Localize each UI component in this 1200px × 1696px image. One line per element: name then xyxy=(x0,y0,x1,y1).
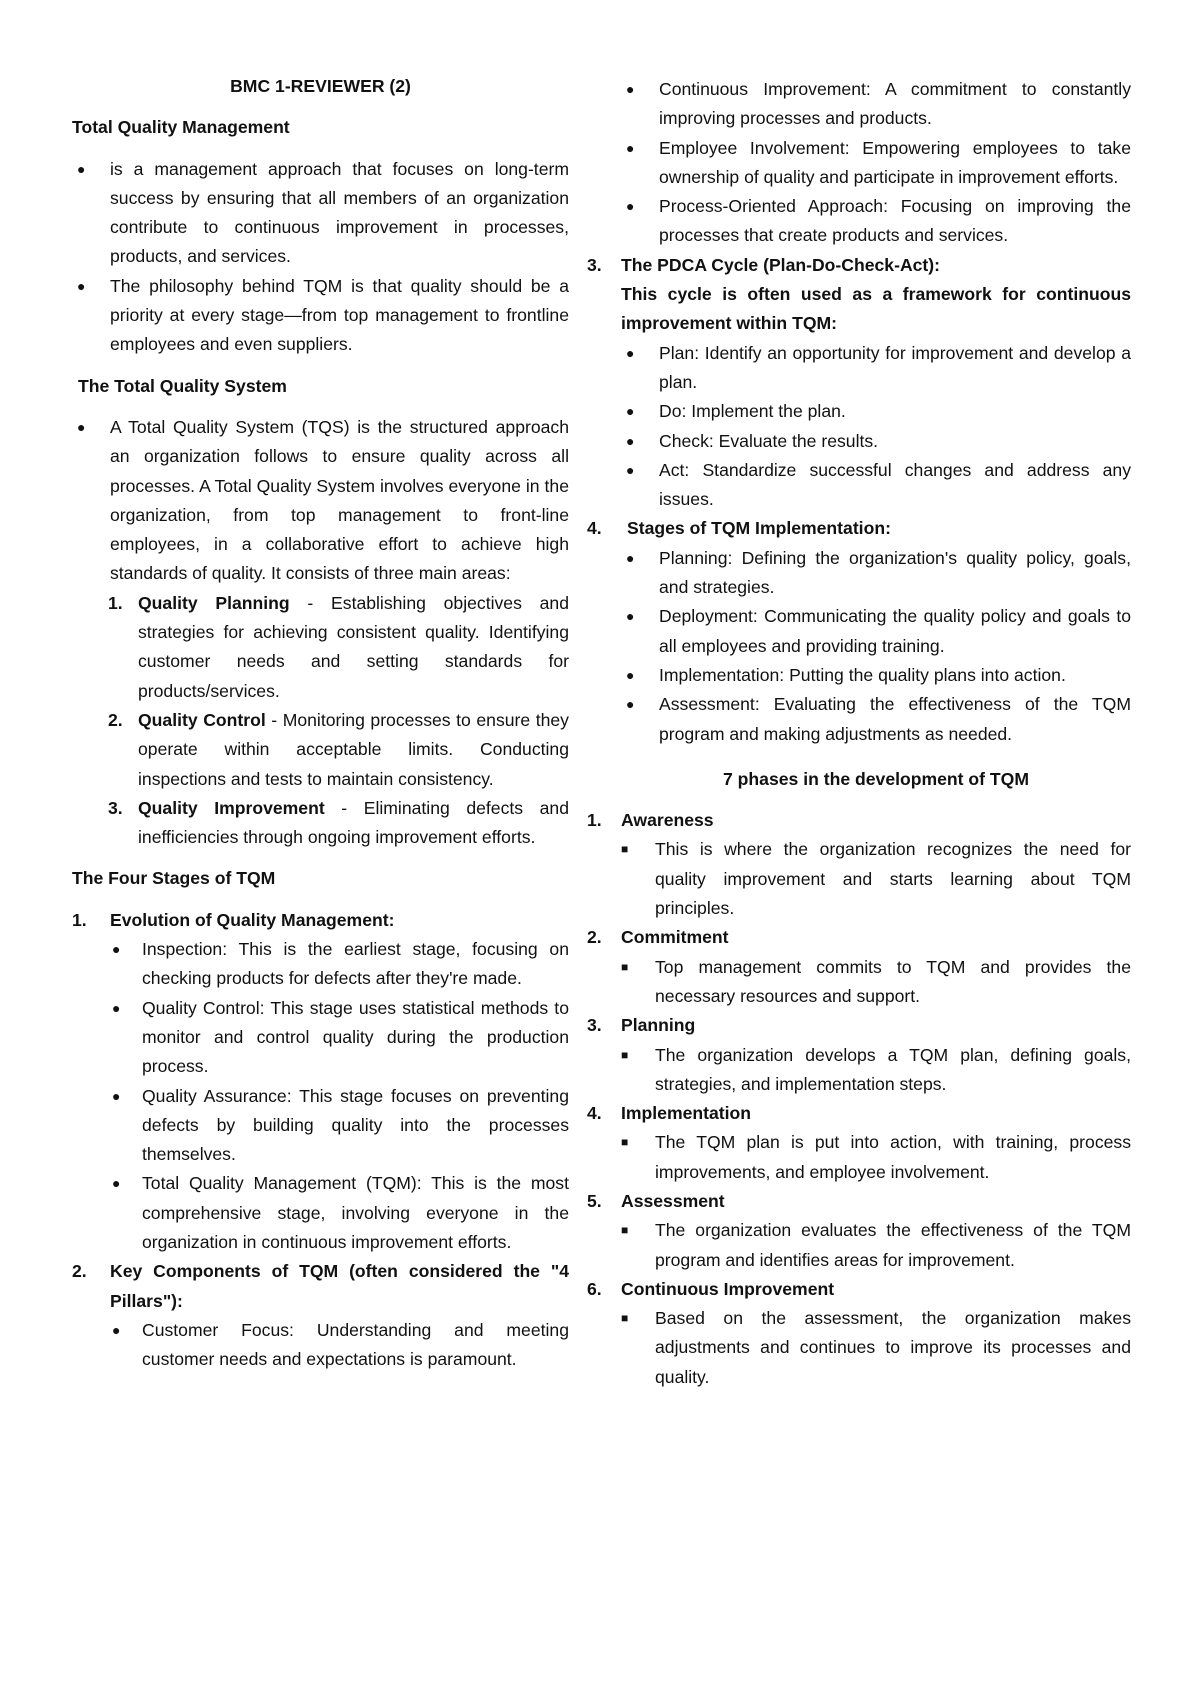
square-bullet-icon: ■ xyxy=(621,1223,629,1238)
item-number: 1. xyxy=(587,810,602,831)
bullet-icon: ● xyxy=(626,81,635,97)
tqs-area-item: 3. Quality Improvement - Eliminating defects and inefficiencies through ongoing improvement efforts. xyxy=(72,794,569,853)
bullet-icon: ● xyxy=(112,941,121,958)
list-item: ● Plan: Identify an opportunity for improvement and develop a plan. xyxy=(621,339,1131,398)
phase-desc: ■ The organization evaluates the effectiveness of the TQM program and identifies areas for improvement. xyxy=(621,1216,1131,1275)
list-item: ● Do: Implement the plan. xyxy=(621,397,1131,426)
list-item: ● Inspection: This is the earliest stage, focusing on checking products for defects after they're made. xyxy=(72,935,569,994)
tqs-bullet: ● A Total Quality System (TQS) is the structured approach an organization follows to ensure quality across all processes. A Total Quality System involves everyone in the organization, from top management to front-line employees, in a collaborative effort to achieve high standards of quality. It consists of three main areas: xyxy=(72,413,569,589)
bullet-icon: ● xyxy=(112,999,121,1016)
bullet-icon: ● xyxy=(626,666,635,683)
tqs-heading: The Total Quality System xyxy=(78,375,287,396)
list-item: ● Total Quality Management (TQM): This is the most comprehensive stage, involving everyone in the organization in continuous improvement efforts. xyxy=(72,1169,569,1257)
item-number: 5. xyxy=(587,1190,602,1211)
bullet-icon: ● xyxy=(626,549,635,566)
bullet-icon: ● xyxy=(626,403,635,420)
list-item: ● Check: Evaluate the results. xyxy=(621,427,1131,456)
phase-item: 3. Planning xyxy=(621,1011,1131,1040)
left-column xyxy=(72,72,569,1374)
tqs-area-item: 2. Quality Control - Monitoring processes to ensure they operate within acceptable limits. Conducting inspections and tests to maintain consistency. xyxy=(72,706,569,794)
phase-item: 4. Implementation xyxy=(621,1099,1131,1128)
item-number: 1. xyxy=(72,909,87,930)
tqm-bullet: ● is a management approach that focuses on long-term success by ensuring that all members of an organization contribute to continuous improvement in processes, products, and services. xyxy=(72,155,569,272)
bullet-icon: ● xyxy=(626,139,635,156)
item-number: 3. xyxy=(587,1015,602,1036)
phase-item: 1. Awareness xyxy=(621,806,1131,835)
bullet-icon: ● xyxy=(112,1175,121,1192)
right-column xyxy=(587,75,1131,1392)
square-bullet-icon: ■ xyxy=(621,1135,629,1150)
item-number: 3. xyxy=(108,797,123,818)
phase-item: 5. Assessment xyxy=(621,1187,1131,1216)
list-item: ● Quality Control: This stage uses statistical methods to monitor and control quality during the production process. xyxy=(72,994,569,1082)
phase-desc: ■ Based on the assessment, the organization makes adjustments and continues to improve its processes and quality. xyxy=(621,1304,1131,1392)
square-bullet-icon: ■ xyxy=(621,1047,629,1062)
document-title: BMC 1-REVIEWER (2) xyxy=(230,76,411,96)
bullet-icon: ● xyxy=(626,461,635,478)
bullet-icon: ● xyxy=(626,696,635,713)
phase-desc: ■ The organization develops a TQM plan, defining goals, strategies, and implementation steps. xyxy=(621,1041,1131,1100)
phase-desc: ■ The TQM plan is put into action, with training, process improvements, and employee involvement. xyxy=(621,1128,1131,1187)
list-item: ● Assessment: Evaluating the effectiveness of the TQM program and making adjustments as needed. xyxy=(621,690,1131,749)
item-number: 2. xyxy=(587,927,602,948)
bullet-icon: ● xyxy=(77,277,86,294)
stage-heading: 2. Key Components of TQM (often considered the "4 Pillars"): xyxy=(72,1257,569,1316)
phase-desc: ■ Top management commits to TQM and provides the necessary resources and support. xyxy=(621,953,1131,1012)
stage-heading: 1. Evolution of Quality Management: xyxy=(72,906,569,935)
bullet-icon: ● xyxy=(77,160,86,177)
bullet-icon: ● xyxy=(626,198,635,215)
phases-heading: 7 phases in the development of TQM xyxy=(723,768,1029,789)
list-item: ● Act: Standardize successful changes and address any issues. xyxy=(621,456,1131,515)
stage-heading: 3. The PDCA Cycle (Plan-Do-Check-Act): xyxy=(621,251,1131,280)
bullet-icon: ● xyxy=(626,344,635,361)
list-item: ● Customer Focus: Understanding and meeting customer needs and expectations is paramount. xyxy=(72,1316,569,1375)
phase-item: 2. Commitment xyxy=(621,923,1131,952)
bullet-icon: ● xyxy=(626,432,635,449)
phase-desc: ■ This is where the organization recognizes the need for quality improvement and starts learning about TQM principles. xyxy=(621,835,1131,923)
item-number: 2. xyxy=(108,709,123,730)
square-bullet-icon: ■ xyxy=(621,842,629,857)
square-bullet-icon: ■ xyxy=(621,1311,629,1326)
bullet-icon: ● xyxy=(626,608,635,625)
tqm-bullet: ● The philosophy behind TQM is that quality should be a priority at every stage—from top management to frontline employees and even suppliers. xyxy=(72,272,569,360)
bullet-icon: ● xyxy=(77,418,86,435)
item-number: 6. xyxy=(587,1278,602,1299)
list-item: ● Quality Assurance: This stage focuses on preventing defects by building quality into the processes themselves. xyxy=(72,1082,569,1170)
list-item: ● Planning: Defining the organization's quality policy, goals, and strategies. xyxy=(621,544,1131,603)
bullet-icon: ● xyxy=(112,1087,121,1104)
four-stages-heading: The Four Stages of TQM xyxy=(72,868,276,889)
item-number: 2. xyxy=(72,1261,87,1282)
square-bullet-icon: ■ xyxy=(621,959,629,974)
list-item: ● Continuous Improvement: A commitment to constantly improving processes and products. xyxy=(621,75,1131,134)
list-item: ● Implementation: Putting the quality plans into action. xyxy=(621,661,1131,690)
list-item: ● Deployment: Communicating the quality policy and goals to all employees and providing training. xyxy=(621,602,1131,661)
bullet-icon: ● xyxy=(112,1321,121,1338)
stage-heading: 4. Stages of TQM Implementation: xyxy=(621,514,1131,543)
list-item: ● Employee Involvement: Empowering employees to take ownership of quality and participate in improvement efforts. xyxy=(621,134,1131,193)
tqs-area-item: 1. Quality Planning - Establishing objectives and strategies for achieving consistent quality. Identifying customer needs and setting standards for products/services. xyxy=(72,589,569,706)
phase-item: 6. Continuous Improvement xyxy=(621,1275,1131,1304)
list-item: ● Process-Oriented Approach: Focusing on improving the processes that create products and services. xyxy=(621,192,1131,251)
item-number: 3. xyxy=(587,254,602,275)
item-number: 4. xyxy=(587,518,602,539)
tqm-heading: Total Quality Management xyxy=(72,117,290,138)
item-number: 1. xyxy=(108,592,123,613)
pdca-intro: This cycle is often used as a framework for continuous improvement within TQM: xyxy=(621,284,1131,334)
item-number: 4. xyxy=(587,1103,602,1124)
